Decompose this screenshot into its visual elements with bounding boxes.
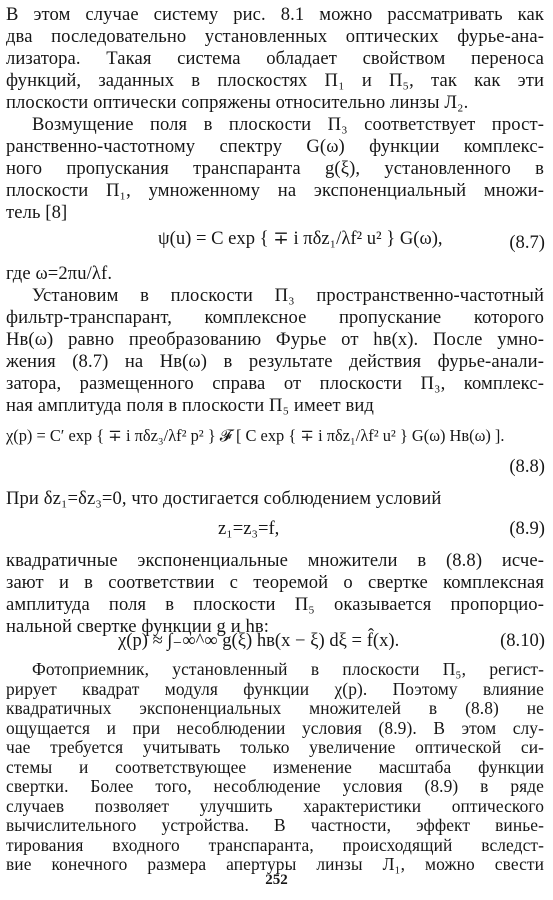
text-line: амплитуда поля в плоскости П₅ оказывается пропорцио- — [6, 594, 544, 615]
text-line: тирования входного транспаранта, происходящий вследст- — [6, 835, 544, 855]
text-line: два последовательно установленных оптических фурье-ана- — [6, 26, 544, 47]
equation-8-10: χ(p) ≈ ∫₋∞^∞ g(ξ) hв(x − ξ) dξ = f̂(x). — [118, 630, 400, 651]
text-line: свертки. Более того, несоблюдение условия (8.9) в ряде — [6, 777, 544, 796]
text-line: квадратичные экспоненциальные множители в (8.8) исче- — [6, 550, 544, 571]
text-line: зают и в соответствии с теоремой о свертке комплексная — [6, 572, 544, 593]
text-line: При δz₁=δz₃=0, что достигается соблюдением условий — [6, 488, 442, 509]
equation-number: (8.10) — [500, 630, 545, 651]
equation-8-7: ψ(u) = C exp { ∓ i πδz₁/λf² u² } G(ω), — [158, 228, 443, 249]
equation-number: (8.9) — [509, 518, 545, 539]
equation-number: (8.8) — [509, 456, 545, 477]
text-line: ранственно-частотному спектру G(ω) функции комплекс- — [6, 136, 544, 157]
text-line: плоскости оптически сопряжены относительно линзы Л₂. — [6, 92, 469, 113]
text-line: чае требуется учитывать только увеличение оптической си- — [6, 738, 544, 757]
text-line: случаев позволяет улучшить характеристики оптического — [6, 796, 544, 816]
page-number: 252 — [265, 872, 288, 888]
text-line: ного пропускания транспаранта g(ξ), установленного в — [6, 158, 544, 179]
text-line: Фотоприемник, установленный в плоскости П₅, регист- — [32, 660, 544, 679]
text-line: фильтр-транспарант, комплексное пропускание которого — [6, 307, 544, 328]
equation-8-8: χ(p) = C′ exp { ∓ i πδz₃/λf² p² } 𝓕 [ C exp { ∓ i πδz₁/λf² u² } G(ω) Hв(ω) ]. — [6, 426, 505, 445]
text-line: жения (8.7) на Hв(ω) в результате действия фурье-анали- — [6, 351, 544, 372]
text-line: лизатора. Такая система обладает свойством переноса — [6, 48, 544, 69]
text-line: функций, заданных в плоскостях П₁ и П₅, так как эти — [6, 70, 544, 91]
text-line: плоскости П₁, умноженному на экспоненциальный множи- — [6, 180, 544, 201]
text-line: Установим в плоскости П₃ пространственно-частотный — [32, 285, 544, 306]
text-line: ная амплитуда поля в плоскости П₅ имеет вид — [6, 395, 374, 416]
equation-8-9: z₁=z₃=f, — [218, 518, 280, 539]
text-line: рирует квадрат модуля функции χ(p). Поэтому влияние — [6, 679, 544, 699]
equation-number: (8.7) — [509, 232, 545, 253]
text-line: вычислительного устройства. В частности, эффект винье- — [6, 816, 544, 835]
text-line: стемы и соответствующее изменение масштаба функции — [6, 757, 544, 777]
text-line: затора, размещенного справа от плоскости П₃, комплекс- — [6, 373, 544, 394]
text-line: ощущается и при несоблюдении условия (8.9). В этом слу- — [6, 718, 544, 738]
text-line: где ω=2πu/λf. — [6, 263, 113, 284]
text-line: В этом случае систему рис. 8.1 можно рассматривать как — [6, 4, 544, 25]
text-line: вие конечного размера апертуры линзы Л₁, можно свести — [6, 855, 544, 874]
text-line: тель [8] — [6, 202, 68, 223]
text-line: Возмущение поля в плоскости П₃ соответствует прост- — [32, 114, 544, 135]
text-line: Hв(ω) равно преобразованию Фурье от hв(x). После умно- — [6, 329, 544, 350]
text-line: квадратичных экспоненциальных множителей в (8.8) не — [6, 699, 544, 718]
text-line: нальной свертке функции g и hв: — [6, 616, 270, 637]
